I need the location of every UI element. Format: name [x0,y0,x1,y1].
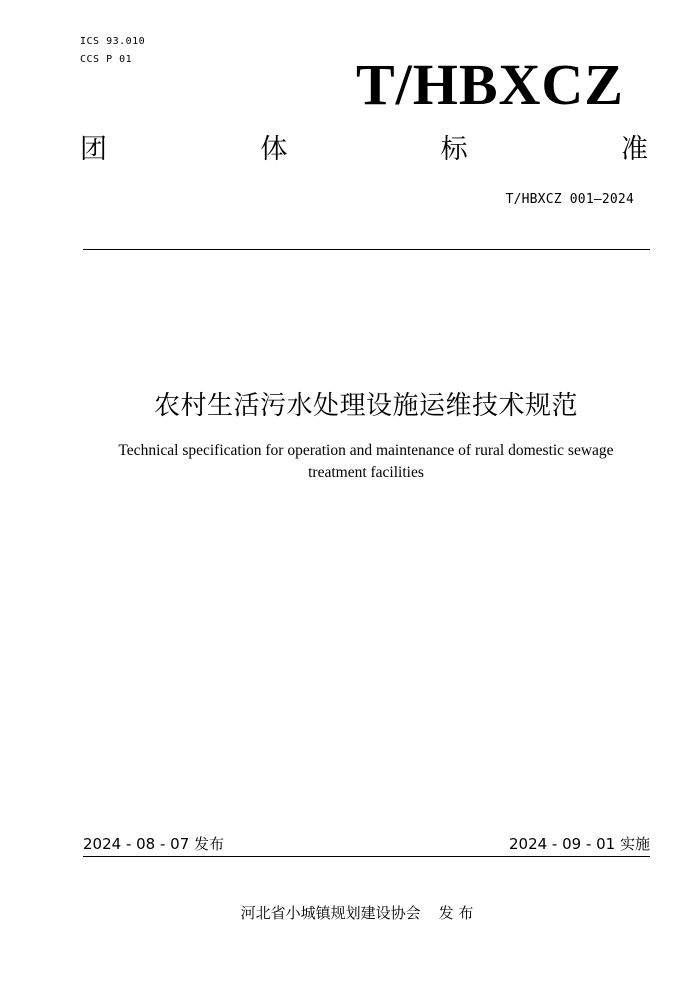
top-divider [83,249,650,250]
title-chinese: 农村生活污水处理设施运维技术规范 [153,391,578,421]
publisher [0,902,700,924]
publisher-action: 发 布 [438,904,474,922]
standard-type-char: 体 [260,134,288,165]
ics-code: ICS 93.010 [80,36,146,47]
standard-type [80,136,648,163]
standard-type-char: 标 [440,134,468,165]
publisher-name: 河北省小城镇规划建设协会 [240,904,421,922]
title-english-line-2: treatment facilities [308,464,424,481]
standard-logo: T/HBXCZ [355,52,624,117]
bottom-divider [83,856,650,857]
ccs-code: CCS P 01 [80,54,133,65]
implement-date: 2024 - 09 - 01 实施 [508,835,650,853]
standard-number: T/HBXCZ 001—2024 [505,192,634,207]
title-english-line-1: Technical specification for operation and maintenance of rural domestic sewage [118,442,614,459]
standard-type-char: 准 [620,134,648,165]
publish-date: 2024 - 08 - 07 发布 [83,835,225,853]
title-english [90,440,642,484]
standard-type-char: 团 [80,134,107,165]
